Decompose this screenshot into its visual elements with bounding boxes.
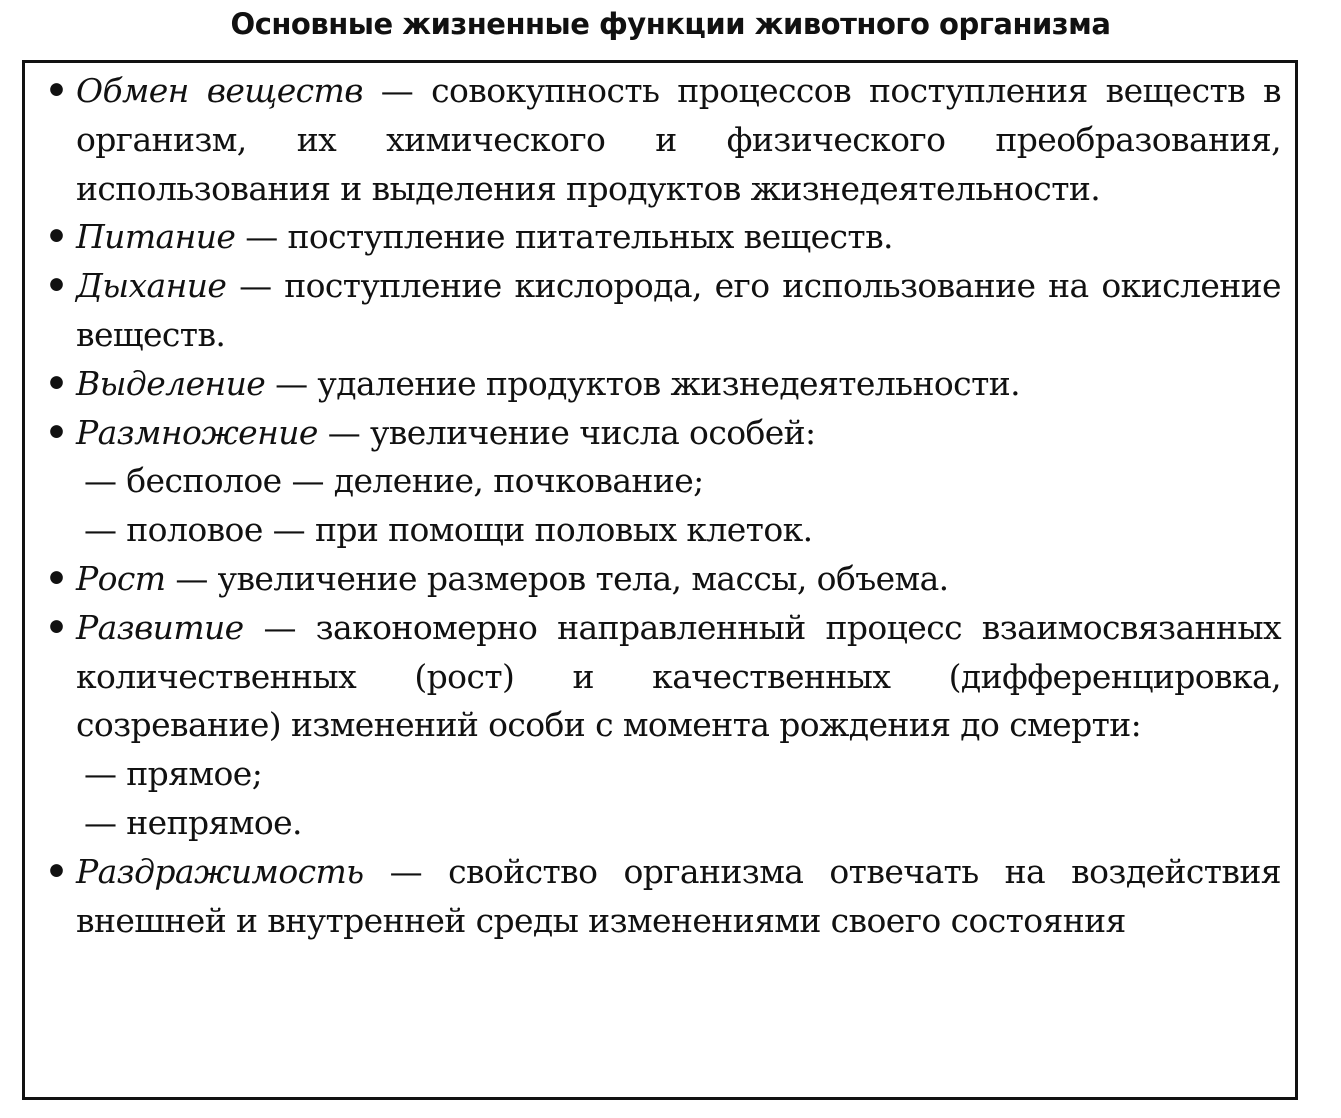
item-definition: — закономерно направленный процесс взаимосвязанных количественных (рост) и качественных (дифференцировка, созревание) изменений особи с момента рождения до смерти:: [76, 607, 1281, 745]
list-item: [45, 262, 1281, 360]
sub-item: — бесполое — деление, почкование;: [84, 461, 704, 501]
item-term: Обмен веществ: [76, 71, 363, 110]
list-item: [45, 213, 1281, 262]
item-term: Раздражимость: [76, 851, 364, 891]
bullet-icon: •: [45, 362, 68, 405]
bullet-icon: •: [45, 70, 68, 112]
bullet-icon: •: [45, 606, 68, 649]
list-item: [45, 848, 1281, 946]
item-term: Рост: [76, 558, 166, 598]
bullet-icon: •: [45, 216, 68, 259]
definitions-box: [22, 60, 1298, 1100]
functions-list: [45, 67, 1281, 945]
sub-item: — половое — при помощи половых клеток.: [84, 510, 813, 550]
sub-item: — непрямое.: [84, 802, 302, 842]
item-definition: — совокупность процессов поступления веществ в организм, их химического и физического преобразования, использования и выделения продуктов жизнедеятельности.: [76, 71, 1282, 208]
item-definition: — поступление питательных веществ.: [235, 217, 893, 257]
item-definition: — увеличение размеров тела, массы, объема.: [165, 558, 949, 598]
list-item: [45, 409, 1281, 458]
item-term: Развитие: [76, 607, 244, 647]
list-item: [45, 360, 1281, 409]
list-item: [45, 555, 1281, 604]
item-definition: — поступление кислорода, его использование на окисление веществ.: [76, 266, 1281, 354]
item-term: Питание: [76, 217, 236, 257]
bullet-icon: •: [45, 557, 68, 600]
list-item: [45, 67, 1281, 213]
item-definition: — увеличение числа особей:: [317, 412, 816, 452]
item-term: Выделение: [76, 363, 266, 403]
item-definition: — свойство организма отвечать на воздействия внешней и внутренней среды изменениями своего состояния: [76, 851, 1281, 940]
bullet-icon: •: [45, 411, 68, 454]
item-term: Дыхание: [76, 266, 227, 306]
list-item: [45, 604, 1281, 750]
item-term: Размножение: [76, 412, 318, 452]
bullet-icon: •: [45, 265, 68, 308]
page-title: Основные жизненные функции животного организма: [230, 7, 1111, 41]
item-definition: — удаление продуктов жизнедеятельности.: [265, 363, 1021, 403]
bullet-icon: •: [45, 850, 68, 893]
sub-item: — прямое;: [84, 754, 263, 794]
